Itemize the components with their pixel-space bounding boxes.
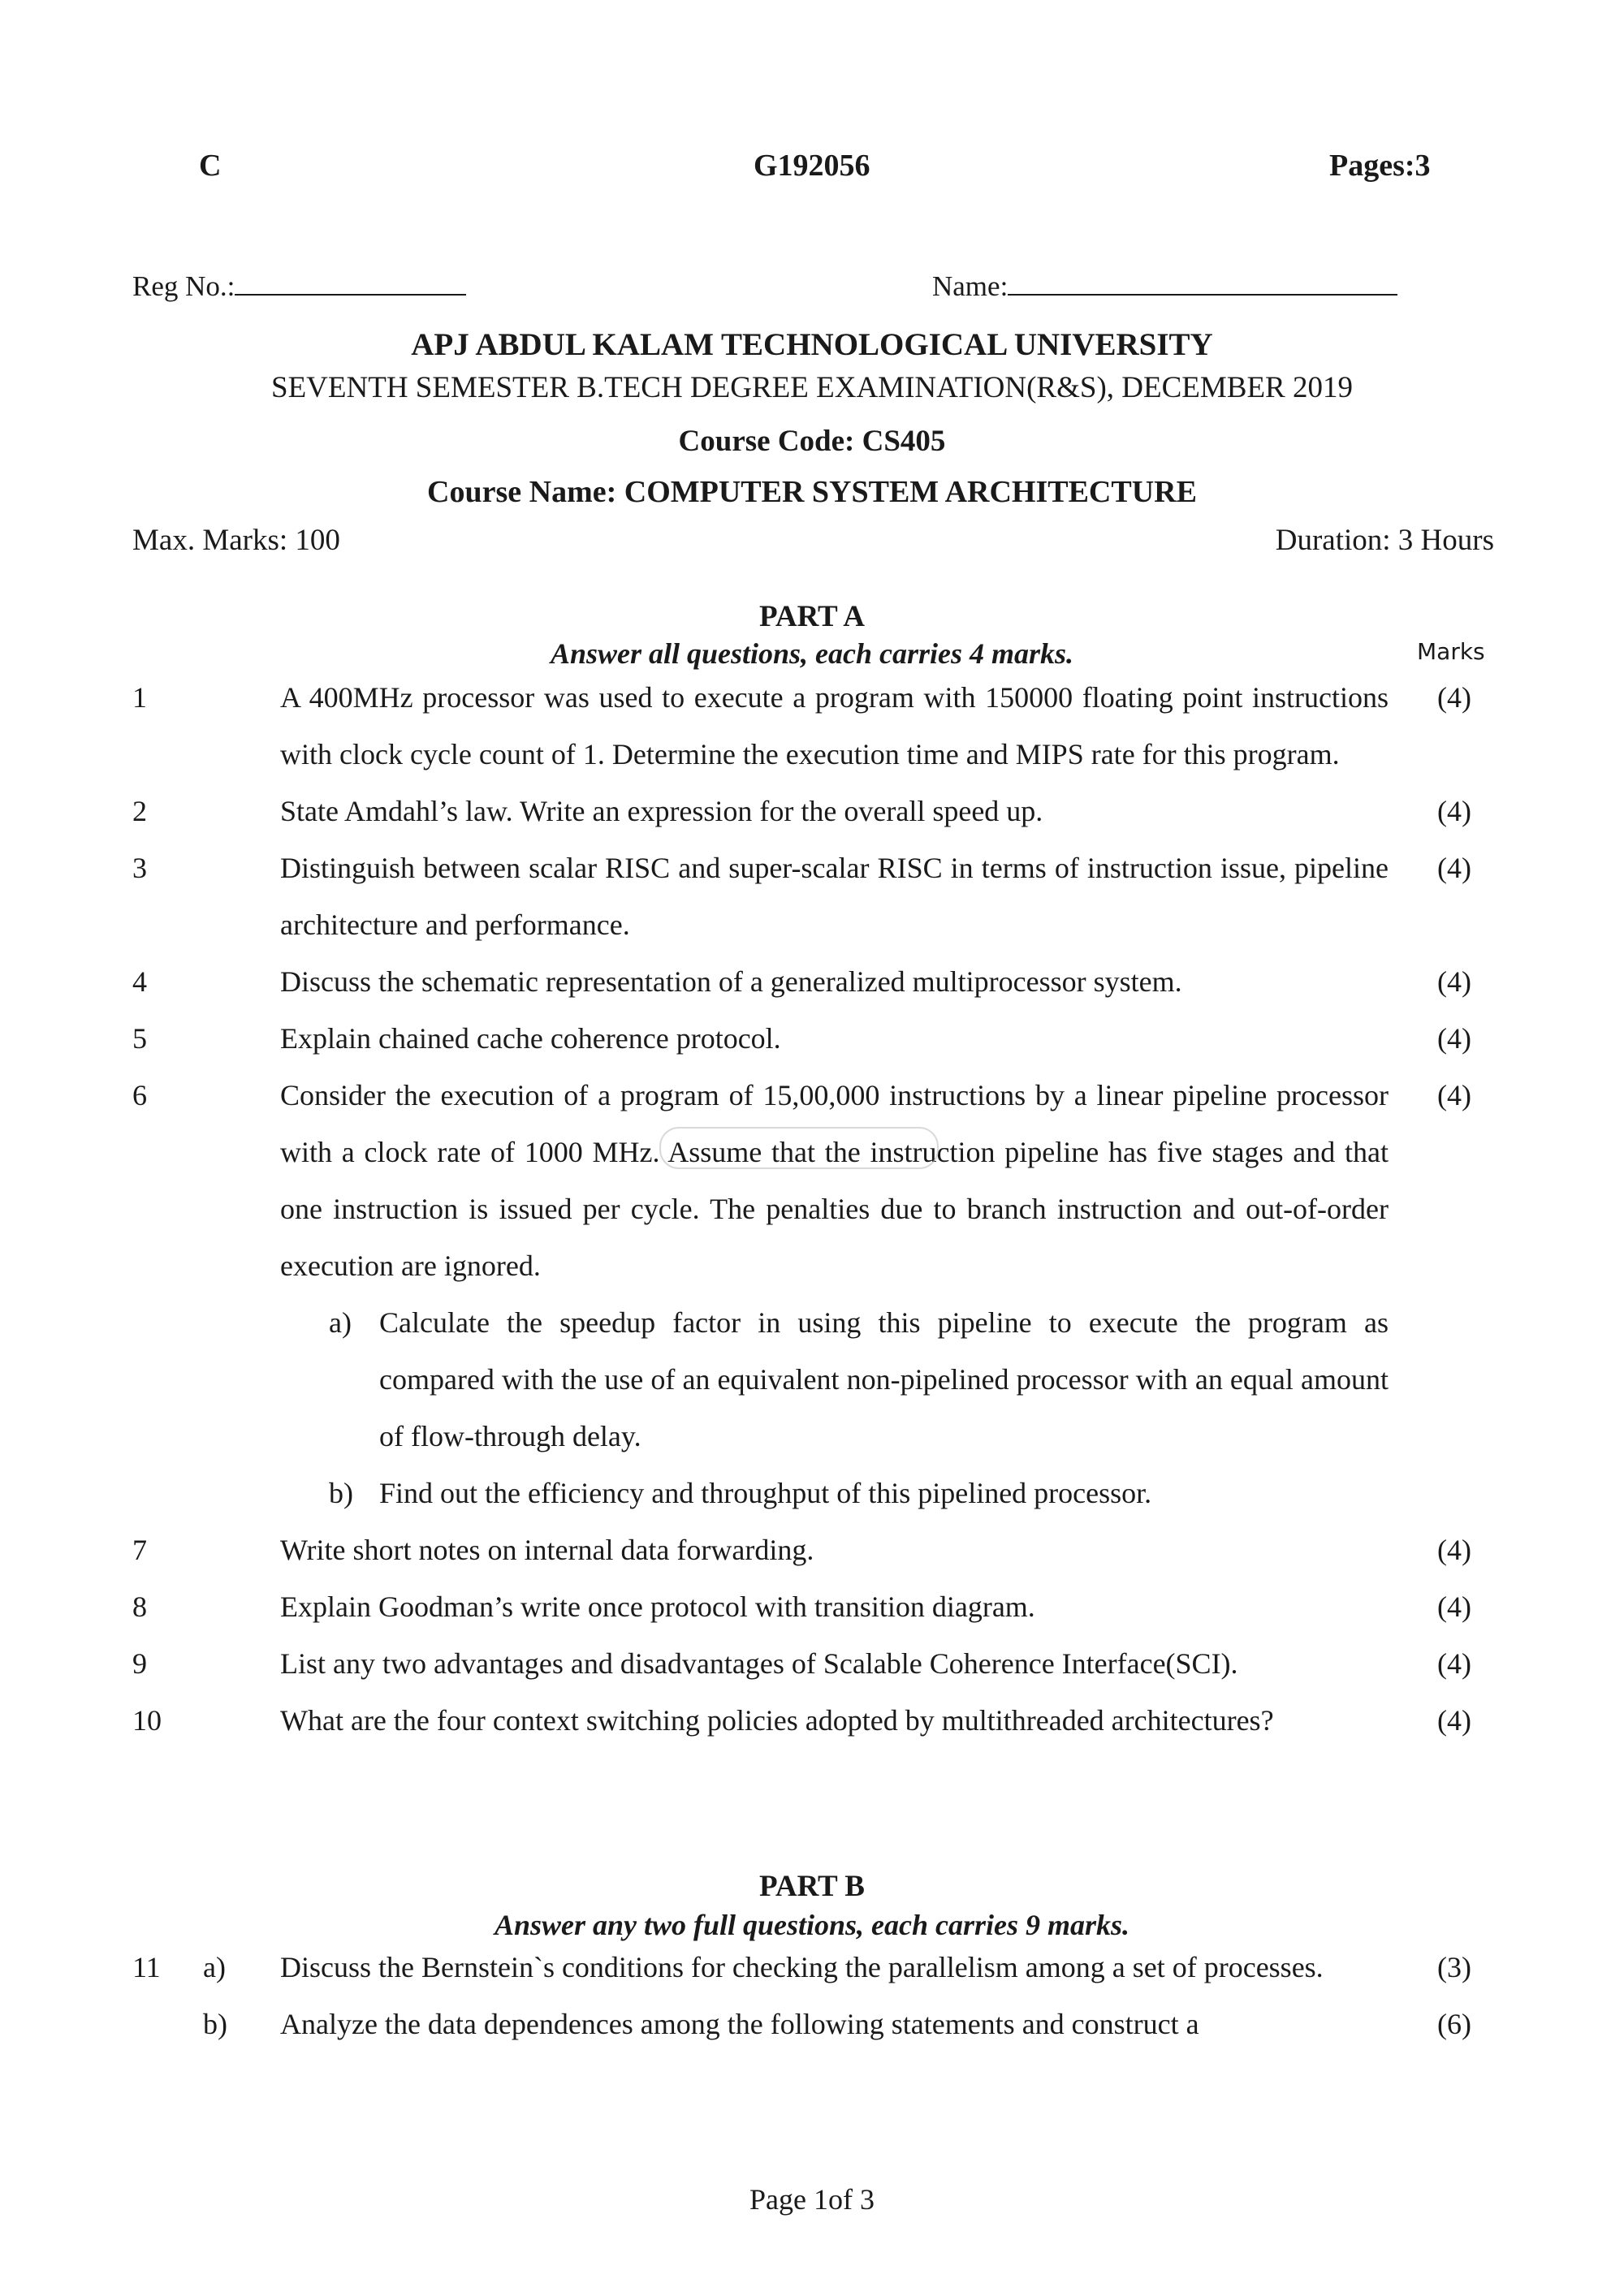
university-name: APJ ABDUL KALAM TECHNOLOGICAL UNIVERSITY bbox=[411, 327, 1213, 362]
question-8 bbox=[0, 1578, 1624, 1635]
reg-no-blank bbox=[235, 271, 466, 296]
question-7 bbox=[0, 1521, 1624, 1578]
question-text: What are the four context switching policies adopted by multithreaded architectures? bbox=[280, 1704, 1274, 1737]
part-b-questions bbox=[0, 1939, 1624, 2052]
course-name: Course Name: COMPUTER SYSTEM ARCHITECTURE bbox=[427, 475, 1197, 509]
question-marks: (4) bbox=[1437, 1534, 1471, 1566]
question-text: Distinguish between scalar RISC and super-scalar RISC in terms of instruction issue, pipeline architecture and performance. bbox=[280, 852, 1389, 941]
question-6 bbox=[0, 1067, 1624, 1294]
question-marks: (6) bbox=[1437, 2008, 1471, 2040]
question-number: 2 bbox=[132, 795, 147, 827]
question-number: 1 bbox=[132, 681, 147, 714]
question-marks: (4) bbox=[1437, 1022, 1471, 1055]
question-text: Discuss the schematic representation of a generalized multiprocessor system. bbox=[280, 965, 1182, 998]
max-marks: Max. Marks: 100 bbox=[132, 524, 340, 557]
part-a-questions bbox=[0, 669, 1624, 1749]
question-marks: (4) bbox=[1437, 681, 1471, 714]
sub-question-label: b) bbox=[203, 2008, 227, 2040]
sub-question-label: a) bbox=[203, 1951, 226, 1983]
question-text: Consider the execution of a program of 15,00,000 instructions by a linear pipeline processor with a clock rate of 1000 MHz. Assume that the instruction pipeline has five stages and that one instruction is issued per cycle. The penalties due to branch instruction and out-of-order execution are ignored. bbox=[280, 1079, 1389, 1282]
question-marks: (4) bbox=[1437, 795, 1471, 827]
part-a-title: PART A bbox=[759, 600, 865, 633]
exam-title: SEVENTH SEMESTER B.TECH DEGREE EXAMINATION(R&S), DECEMBER 2019 bbox=[271, 371, 1353, 404]
name-field bbox=[932, 270, 1397, 303]
question-number: 10 bbox=[132, 1704, 162, 1737]
name-blank bbox=[1008, 271, 1397, 296]
question-text: Discuss the Bernstein`s conditions for checking the parallelism among a set of processes. bbox=[280, 1951, 1324, 1983]
question-5 bbox=[0, 1010, 1624, 1067]
question-3 bbox=[0, 839, 1624, 953]
question-number: 5 bbox=[132, 1022, 147, 1055]
question-9 bbox=[0, 1635, 1624, 1692]
set-letter: C bbox=[199, 149, 222, 183]
question-number: 7 bbox=[132, 1534, 147, 1566]
question-number: 8 bbox=[132, 1590, 147, 1623]
question-marks: (4) bbox=[1437, 1590, 1471, 1623]
question-text: Analyze the data dependences among the following statements and construct a bbox=[280, 2008, 1199, 2040]
page-footer: Page 1of 3 bbox=[749, 2183, 875, 2216]
question-marks: (3) bbox=[1437, 1951, 1471, 1983]
name-label: Name: bbox=[932, 270, 1009, 302]
question-10 bbox=[0, 1692, 1624, 1749]
question-text: Explain chained cache coherence protocol. bbox=[280, 1022, 781, 1055]
marks-column-header: Marks bbox=[1417, 638, 1485, 665]
question-2 bbox=[0, 783, 1624, 839]
question-6b bbox=[0, 1465, 1624, 1521]
question-11a bbox=[0, 1939, 1624, 1996]
question-marks: (4) bbox=[1437, 1647, 1471, 1680]
question-number: 11 bbox=[132, 1951, 161, 1983]
question-1 bbox=[0, 669, 1624, 783]
question-marks: (4) bbox=[1437, 1704, 1471, 1737]
question-11b bbox=[0, 1996, 1624, 2052]
part-a-instruction: Answer all questions, each carries 4 marks. bbox=[550, 637, 1074, 670]
question-number: 4 bbox=[132, 965, 147, 998]
question-number: 3 bbox=[132, 852, 147, 884]
sub-question-text: Find out the efficiency and throughput of this pipelined processor. bbox=[379, 1477, 1152, 1509]
question-text: List any two advantages and disadvantages of Scalable Coherence Interface(SCI). bbox=[280, 1647, 1238, 1680]
part-b-title: PART B bbox=[759, 1870, 865, 1903]
course-code: Course Code: CS405 bbox=[678, 425, 946, 458]
sub-question-label: b) bbox=[329, 1477, 353, 1509]
question-text: A 400MHz processor was used to execute a program with 150000 floating point instructions with clock cycle count of 1. Determine the execution time and MIPS rate for this program. bbox=[280, 681, 1389, 770]
question-6a bbox=[0, 1294, 1624, 1465]
watermark-stamp bbox=[659, 1127, 939, 1169]
question-text: State Amdahl’s law. Write an expression for the overall speed up. bbox=[280, 795, 1043, 827]
page-count: Pages:3 bbox=[1329, 149, 1431, 183]
question-number: 9 bbox=[132, 1647, 147, 1680]
question-marks: (4) bbox=[1437, 965, 1471, 998]
sub-question-text: Calculate the speedup factor in using this pipeline to execute the program as compared with the use of an equivalent non-pipelined processor with an equal amount of flow-through delay. bbox=[379, 1306, 1389, 1452]
paper-code: G192056 bbox=[754, 149, 870, 183]
reg-no-label: Reg No.: bbox=[132, 270, 235, 302]
part-b-instruction: Answer any two full questions, each carries 9 marks. bbox=[494, 1909, 1130, 1941]
question-number: 6 bbox=[132, 1079, 147, 1111]
question-marks: (4) bbox=[1437, 852, 1471, 884]
question-4 bbox=[0, 953, 1624, 1010]
sub-question-label: a) bbox=[329, 1306, 352, 1339]
question-text: Explain Goodman’s write once protocol with transition diagram. bbox=[280, 1590, 1035, 1623]
reg-no-field bbox=[132, 270, 466, 303]
duration: Duration: 3 Hours bbox=[1275, 524, 1494, 557]
question-text: Write short notes on internal data forwarding. bbox=[280, 1534, 814, 1566]
question-marks: (4) bbox=[1437, 1079, 1471, 1111]
